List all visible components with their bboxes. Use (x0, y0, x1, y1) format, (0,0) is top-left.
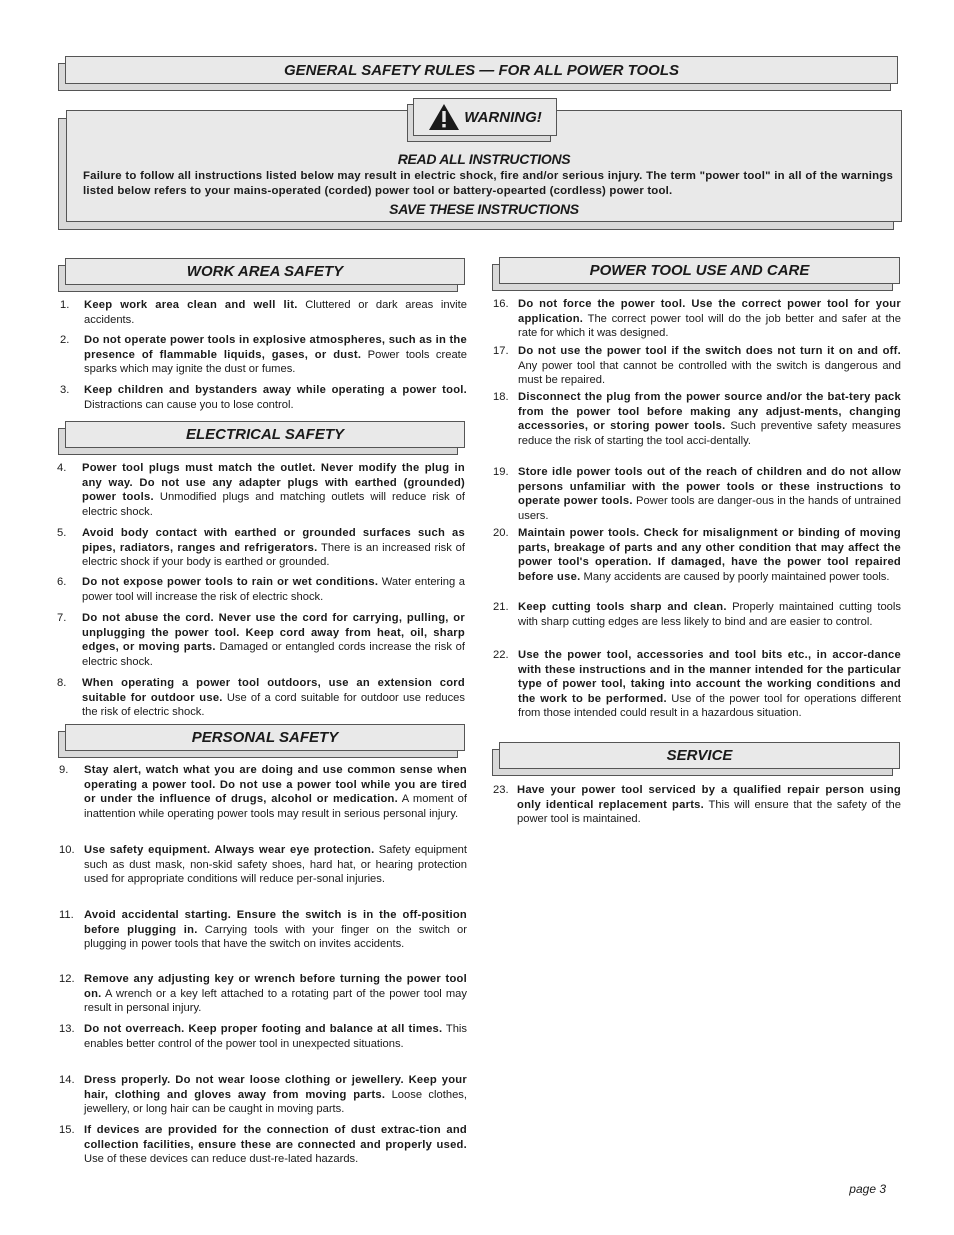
list-item: 9. Stay alert, watch what you are doing and use common sense when operating a power tool. Do not use a power tool while you are tired or under the influence of drugs, alcohol or medication. A moment of inattention while operating power tools may result in serious personal injury. (59, 764, 468, 820)
electrical-header (58, 421, 465, 455)
list-item: 14. Dress properly. Do not wear loose clothing or jewellery. Keep your hair, clothing and gloves away from moving parts. Loose clothes, jewellery, or long hair can be caught in moving parts. (59, 1074, 467, 1116)
warning-body: Failure to follow all instructions listed below may result in electric shock, fire and/or serious injury. The term "power tool" in all of the warnings listed below refers to your mains-operated (corded) power tool or battery-opearted (cordless) power tool. (83, 170, 893, 197)
list-item: 11. Avoid accidental starting. Ensure the switch is in the off-position before plugging in. Carrying tools with your finger on the switch or plugging in power tools that have the switch on invites accidents. (59, 909, 467, 951)
main-title: GENERAL SAFETY RULES — FOR ALL POWER TOOLS (283, 61, 680, 79)
list-item: 2. Do not operate power tools in explosive atmospheres, such as in the presence of flammable liquids, gases, or dust. Power tools create sparks which may ignite the dust or fumes. (60, 334, 467, 376)
main-title-box (58, 56, 898, 91)
list-item: 18. Disconnect the plug from the power source and/or the bat-tery pack from the power tool before making any adjust-ments, changing accessories, or storing power tools. Such preventive safety measures reduce the risk of starting the tool acci-dentally. (493, 391, 901, 447)
list-item: 23. Have your power tool serviced by a qualified repair person using only identical replacement parts. This will ensure that the safety of the power tool is maintained. (493, 784, 902, 826)
list-item: 20. Maintain power tools. Check for misalignment or binding of moving parts, breakage of parts and any other condition that may affect the power tool's operation. If damaged, have the power tool repaired before use. Many accidents are caused by poorly maintained power tools. (493, 527, 901, 583)
list-item: 6. Do not expose power tools to rain or wet conditions. Water entering a power tool will increase the risk of electric shock. (57, 576, 465, 603)
list-item: 5. Avoid body contact with earthed or grounded surfaces such as pipes, radiators, ranges and refrigerators. There is an increased risk of electric shock if your body is earthed or grounded. (57, 527, 465, 569)
electrical-title: ELECTRICAL SAFETY (185, 426, 345, 443)
warning-triangle-icon (428, 103, 460, 131)
list-item: 19. Store idle power tools out of the reach of children and do not allow persons unfamiliar with the power tools or these instructions to operate power tools. Power tools are danger-ous in the hands of untrained users. (493, 466, 901, 522)
list-item: 16. Do not force the power tool. Use the correct power tool for your application. The correct power tool will do the job better and safer at the rate for which it was designed. (493, 298, 901, 340)
warning-label: WARNING! (464, 108, 542, 126)
service-title: SERVICE (666, 747, 733, 764)
list-item: 7. Do not abuse the cord. Never use the cord for carrying, pulling, or unplugging the power tool. Keep cord away from heat, oil, sharp edges, or moving parts. Damaged or entangled cords increase the risk of electric shock. (57, 612, 465, 668)
personal-header (58, 724, 465, 758)
warning-tab (407, 98, 557, 142)
save-instructions-heading: SAVE THESE INSTRUCTIONS (389, 201, 579, 217)
page-number: page 3 (849, 1182, 886, 1196)
list-item: 12. Remove any adjusting key or wrench before turning the power tool on. A wrench or a key left attached to a rotating part of the power tool may result in personal injury. (59, 973, 467, 1015)
list-item: 8. When operating a power tool outdoors, use an extension cord suitable for outdoor use. Use of a cord suitable for outdoor use reduces the risk of electric shock. (57, 677, 465, 719)
list-item: 3. Keep children and bystanders away while operating a power tool. Distractions can cause you to lose control. (60, 384, 467, 411)
list-item: 4. Power tool plugs must match the outlet. Never modify the plug in any way. Do not use any adapter plugs with earthed (grounded) power tools. Unmodified plugs and matching outlets will reduce risk of electric shock. (57, 462, 465, 518)
list-item: 17. Do not use the power tool if the switch does not turn it on and off. Any power tool that cannot be controlled with the switch is dangerous and must be repaired. (493, 345, 901, 387)
tool-use-title: POWER TOOL USE AND CARE (589, 262, 810, 279)
work-area-title: WORK AREA SAFETY (186, 263, 344, 280)
list-item: 21. Keep cutting tools sharp and clean. Properly maintained cutting tools with sharp cutting edges are less likely to bind and are easier to control. (493, 601, 901, 628)
list-item: 10. Use safety equipment. Always wear eye protection. Safety equipment such as dust mask, non-skid safety shoes, hard hat, or hearing protection used for appropriate conditions will reduce per-sonal injuries. (59, 844, 467, 886)
read-all-heading: READ ALL INSTRUCTIONS (397, 151, 571, 167)
list-item: 15. If devices are provided for the connection of dust extrac-tion and collection facilities, ensure these are connected and properly used. Use of these devices can reduce dust-re-lated hazards. (59, 1124, 467, 1166)
list-item: 1. Keep work area clean and well lit. Cluttered or dark areas invite accidents. (60, 299, 468, 326)
list-item: 13. Do not overreach. Keep proper footing and balance at all times. This enables better control of the power tool in unexpected situations. (59, 1023, 468, 1050)
list-item: 22. Use the power tool, accessories and tool bits etc., in accor-dance with these instructions and in the manner intended for the particular type of power tool, taking into account the working conditions and the work to be performed. Use of the power tool for operations different from those intended could result in a hazardous situation. (493, 649, 901, 720)
personal-title: PERSONAL SAFETY (191, 729, 339, 746)
tool-use-header (492, 257, 900, 291)
work-area-header (58, 258, 465, 292)
service-header (492, 742, 900, 776)
